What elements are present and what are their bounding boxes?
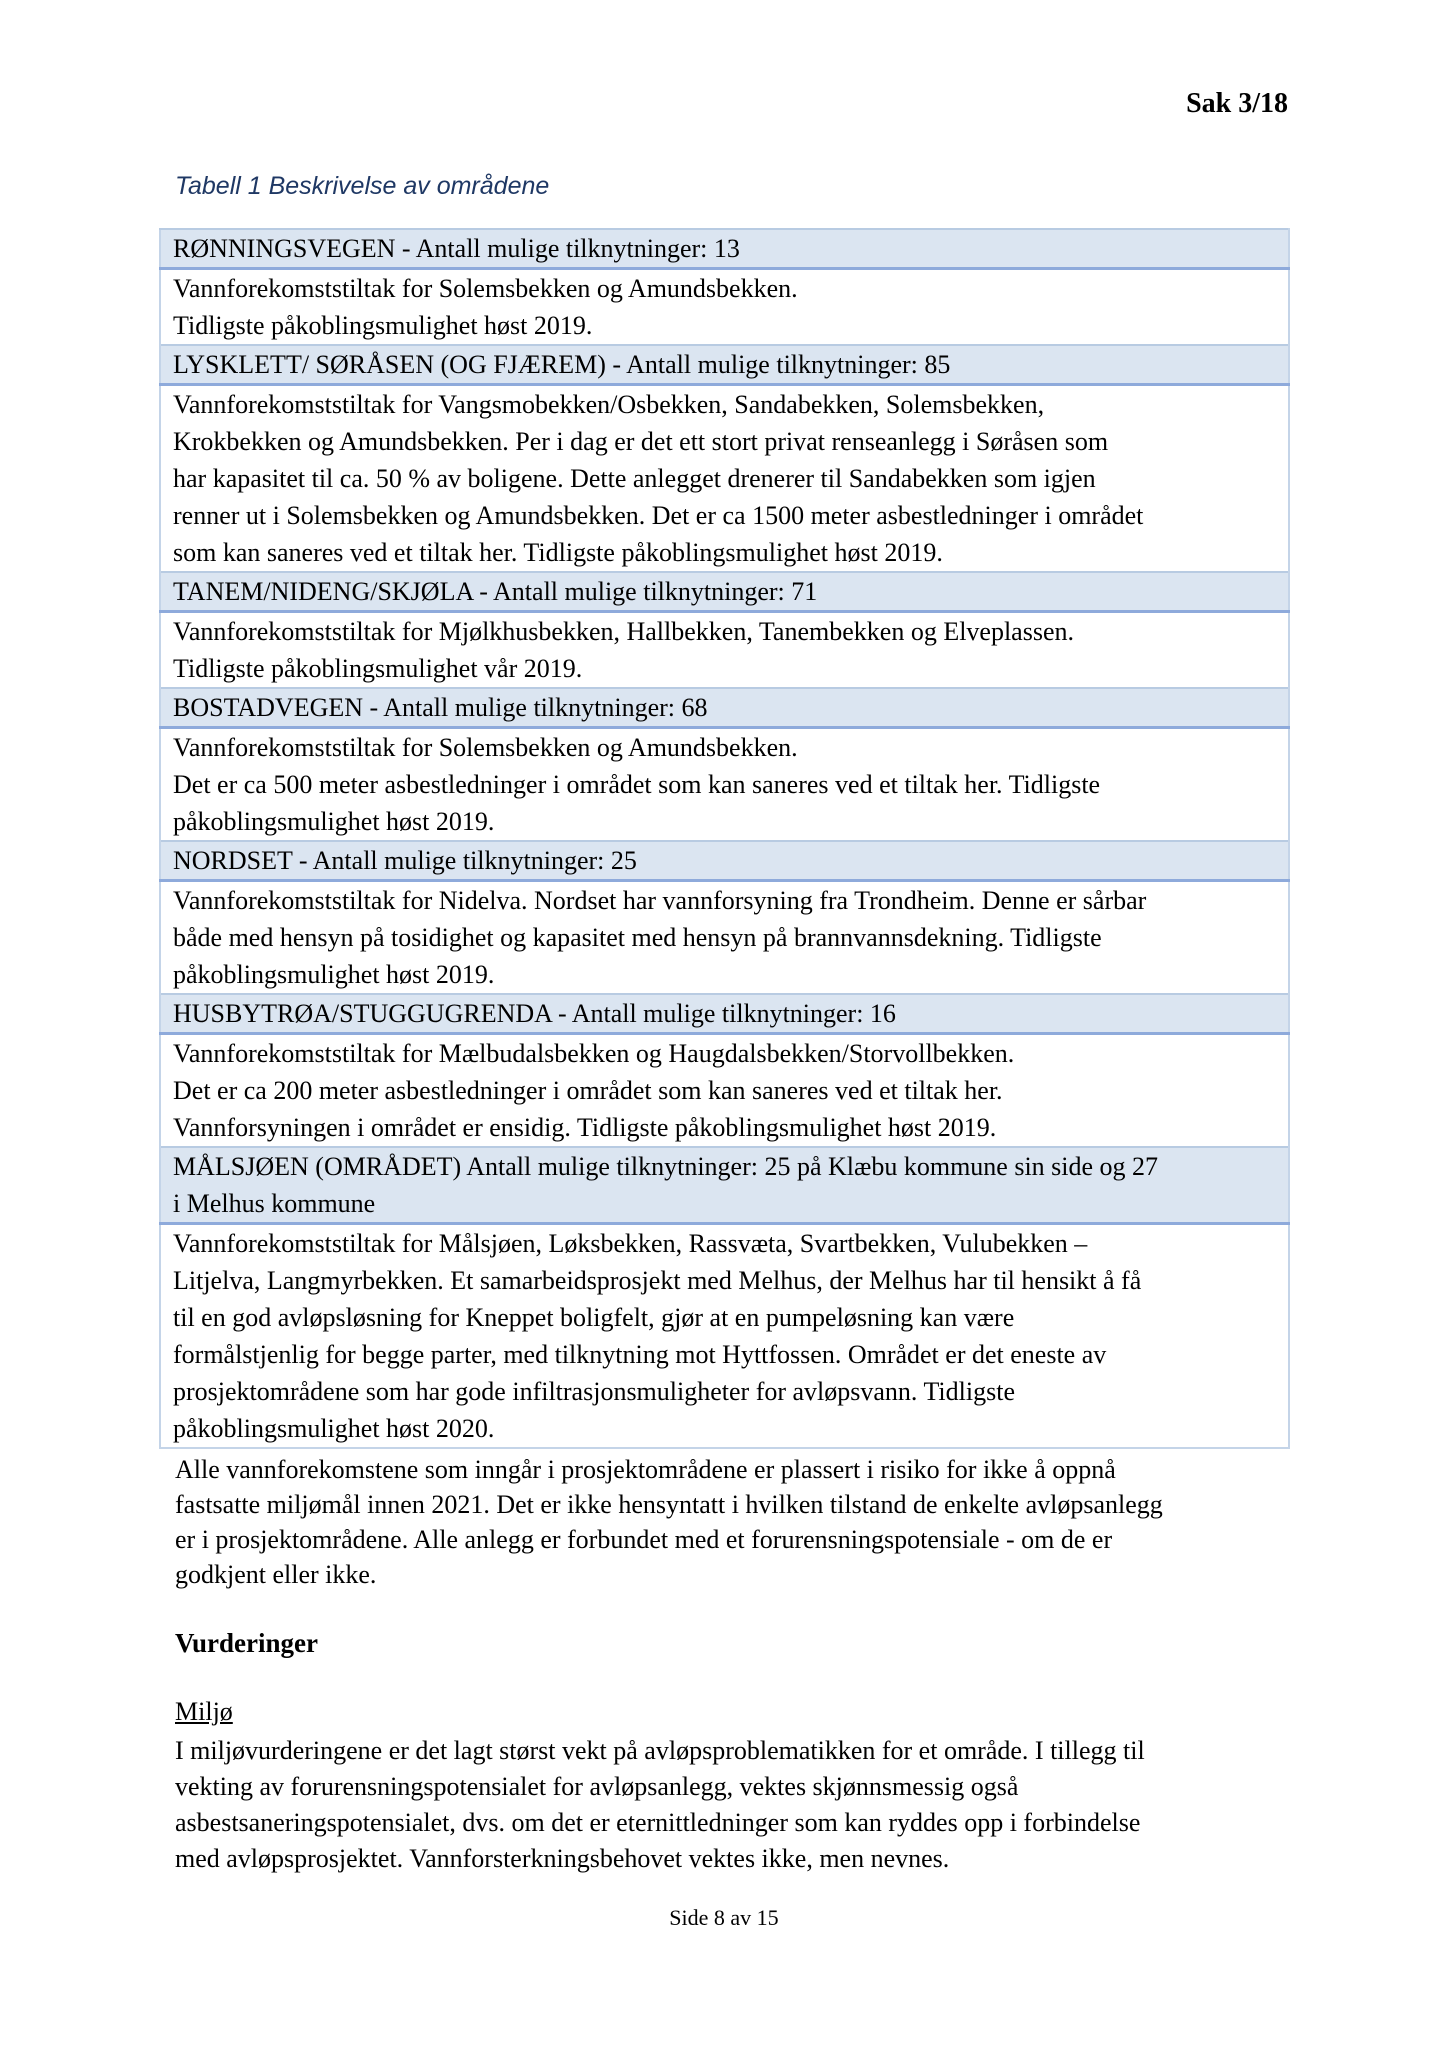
area-description-cell — [160, 385, 1289, 573]
area-description-cell — [160, 612, 1289, 689]
case-number: Sak 3/18 — [1186, 88, 1288, 119]
area-description-row — [160, 1034, 1289, 1148]
area-header-line: RØNNINGSVEGEN - Antall mulige tilknytninger: 13 — [173, 234, 740, 263]
area-description-line: både med hensyn på tosidighet og kapasitet med hensyn på brannvannsdekning. Tidligste — [173, 923, 1102, 952]
area-description-line: har kapasitet til ca. 50 % av boligene. Dette anlegget drenerer til Sandabekken som igjen — [173, 464, 1096, 493]
paragraph-line: med avløpsprosjektet. Vannforsterkningsbehovet vektes ikke, men nevnes. — [175, 1844, 950, 1873]
area-header-row — [160, 572, 1289, 612]
area-header-line: HUSBYTRØA/STUGGUGRENDA - Antall mulige tilknytninger: 16 — [173, 999, 896, 1028]
area-description-row — [160, 728, 1289, 842]
area-header-cell — [160, 1147, 1289, 1224]
area-description-cell — [160, 269, 1289, 346]
area-header-row — [160, 229, 1289, 269]
area-header-cell — [160, 994, 1289, 1034]
area-description-line: Krokbekken og Amundsbekken. Per i dag er det ett stort privat renseanlegg i Søråsen som — [173, 427, 1109, 456]
area-header-cell — [160, 841, 1289, 881]
area-header-cell — [160, 572, 1289, 612]
area-description-row — [160, 612, 1289, 689]
area-description-line: Vannforsyningen i området er ensidig. Tidligste påkoblingsmulighet høst 2019. — [173, 1113, 997, 1142]
area-header-cell — [160, 345, 1289, 385]
area-description-cell — [160, 881, 1289, 995]
area-header-cell — [160, 229, 1289, 269]
paragraph-line: er i prosjektområdene. Alle anlegg er forbundet med et forurensningspotensiale - om de er — [175, 1525, 1113, 1554]
area-description-line: Tidligste påkoblingsmulighet vår 2019. — [173, 654, 583, 683]
area-header-row — [160, 994, 1289, 1034]
paragraph-line: Alle vannforekomstene som inngår i prosjektområdene er plassert i risiko for ikke å oppnå — [175, 1455, 1116, 1484]
area-description-cell — [160, 728, 1289, 842]
area-header-line: BOSTADVEGEN - Antall mulige tilknytninger: 68 — [173, 693, 708, 722]
page-footer: Side 8 av 15 — [669, 1905, 779, 1930]
environment-paragraph — [175, 1733, 1285, 1877]
area-header-row — [160, 841, 1289, 881]
area-description-line: Det er ca 200 meter asbestledninger i området som kan saneres ved et tiltak her. — [173, 1076, 1003, 1105]
section-heading: Vurderinger — [175, 1628, 318, 1658]
area-description-line: til en god avløpsløsning for Kneppet boligfelt, gjør at en pumpeløsning kan være — [173, 1303, 1015, 1332]
area-description-line: Vannforekomststiltak for Solemsbekken og Amundsbekken. — [173, 733, 798, 762]
area-description-cell — [160, 1034, 1289, 1148]
area-description-line: som kan saneres ved et tiltak her. Tidligste påkoblingsmulighet høst 2019. — [173, 538, 943, 567]
areas-table — [159, 228, 1290, 1449]
area-description-line: Det er ca 500 meter asbestledninger i området som kan saneres ved et tiltak her. Tidligste — [173, 770, 1101, 799]
area-description-line: renner ut i Solemsbekken og Amundsbekken. Det er ca 1500 meter asbestledninger i området — [173, 501, 1144, 530]
area-header-line: NORDSET - Antall mulige tilknytninger: 25 — [173, 846, 637, 875]
paragraph-line: I miljøvurderingene er det lagt størst vekt på avløpsproblematikken for et område. I tillegg til — [175, 1736, 1145, 1765]
area-header-line: i Melhus kommune — [173, 1189, 376, 1218]
area-header-line: LYSKLETT/ SØRÅSEN (OG FJÆREM) - Antall mulige tilknytninger: 85 — [173, 350, 951, 379]
area-description-line: Tidligste påkoblingsmulighet høst 2019. — [173, 311, 593, 340]
paragraph-line: asbestsaneringspotensialet, dvs. om det er eternittledninger som kan ryddes opp i forbindelse — [175, 1808, 1141, 1837]
area-description-line: Vannforekomststiltak for Nidelva. Nordset har vannforsyning fra Trondheim. Denne er sårbar — [173, 886, 1147, 915]
paragraph-line: fastsatte miljømål innen 2021. Det er ikke hensyntatt i hvilken tilstand de enkelte avløpsanlegg — [175, 1490, 1163, 1519]
area-description-line: Vannforekomststiltak for Mjølkhusbekken, Hallbekken, Tanembekken og Elveplassen. — [173, 617, 1074, 646]
subsection-heading: Miljø — [175, 1697, 233, 1726]
area-description-line: Vannforekomststiltak for Målsjøen, Løksbekken, Rassvæta, Svartbekken, Vulubekken – — [173, 1229, 1088, 1258]
table-caption: Tabell 1 Beskrivelse av områdene — [175, 172, 550, 200]
area-description-cell — [160, 1224, 1289, 1449]
area-header-row — [160, 345, 1289, 385]
area-description-row — [160, 881, 1289, 995]
area-header-row — [160, 688, 1289, 728]
area-description-line: formålstjenlig for begge parter, med tilknytning mot Hyttfossen. Området er det eneste av — [173, 1340, 1107, 1369]
area-description-line: påkoblingsmulighet høst 2019. — [173, 960, 495, 989]
area-description-row — [160, 269, 1289, 346]
paragraph-line: godkjent eller ikke. — [175, 1560, 377, 1589]
area-description-line: Litjelva, Langmyrbekken. Et samarbeidsprosjekt med Melhus, der Melhus har til hensikt å få — [173, 1266, 1142, 1295]
area-description-line: påkoblingsmulighet høst 2020. — [173, 1414, 495, 1443]
area-header-cell — [160, 688, 1289, 728]
risk-paragraph — [175, 1452, 1285, 1592]
area-description-line: Vannforekomststiltak for Mælbudalsbekken og Haugdalsbekken/Storvollbekken. — [173, 1039, 1015, 1068]
area-header-line: TANEM/NIDENG/SKJØLA - Antall mulige tilknytninger: 71 — [173, 577, 818, 606]
area-description-row — [160, 385, 1289, 573]
area-header-row — [160, 1147, 1289, 1224]
area-description-line: Vannforekomststiltak for Solemsbekken og Amundsbekken. — [173, 274, 798, 303]
paragraph-line: vekting av forurensningspotensialet for avløpsanlegg, vektes skjønnsmessig også — [175, 1772, 1019, 1801]
area-description-line: påkoblingsmulighet høst 2019. — [173, 807, 495, 836]
area-description-row — [160, 1224, 1289, 1449]
area-header-line: MÅLSJØEN (OMRÅDET) Antall mulige tilknytninger: 25 på Klæbu kommune sin side og 27 — [173, 1152, 1159, 1181]
area-description-line: Vannforekomststiltak for Vangsmobekken/Osbekken, Sandabekken, Solemsbekken, — [173, 390, 1045, 419]
area-description-line: prosjektområdene som har gode infiltrasjonsmuligheter for avløpsvann. Tidligste — [173, 1377, 1015, 1406]
